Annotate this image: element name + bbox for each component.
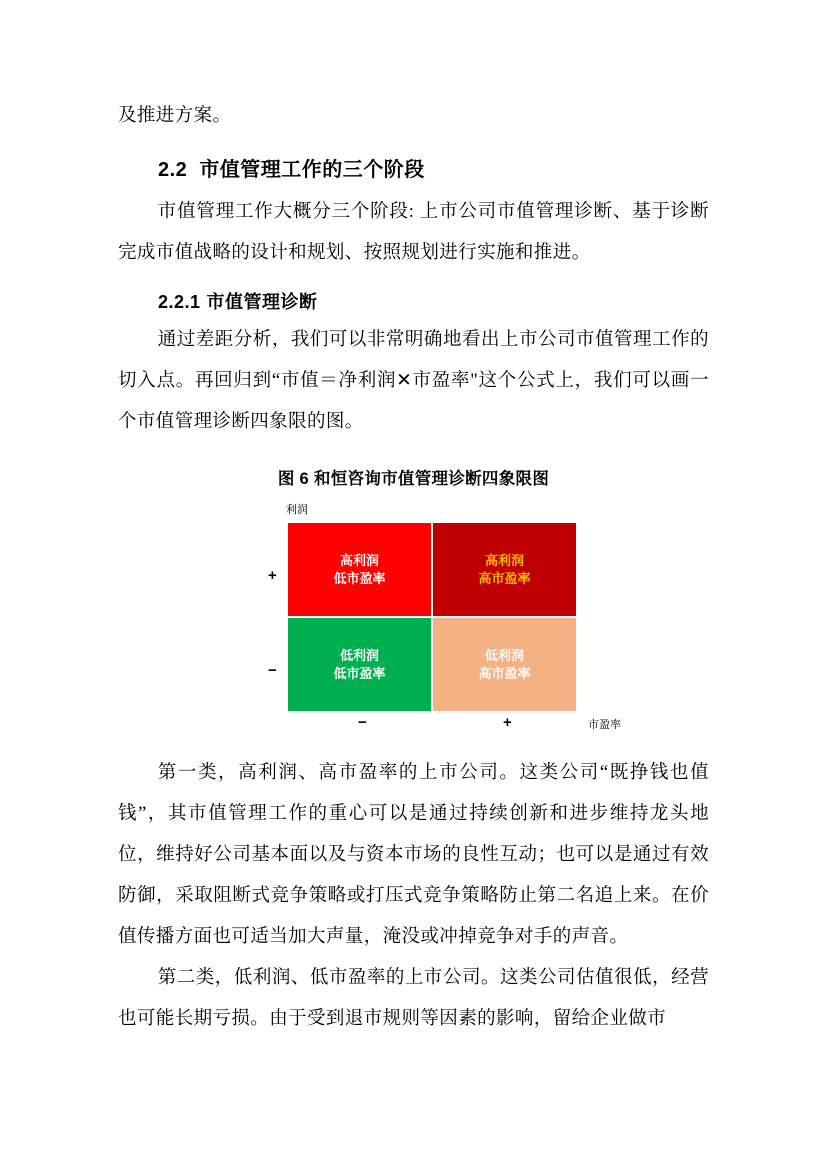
quadrant-line1: 高利润: [484, 552, 524, 568]
lead-paragraph: 及推进方案。: [118, 106, 232, 126]
heading3-number: 2.2.1: [158, 292, 201, 312]
heading2-text: 市值管理工作的三个阶段: [199, 159, 425, 181]
paragraph-2: 通过差距分析，我们可以非常明确地看出上市公司市值管理工作的切入点。再回归到“市值＝净利润✕市盈率"这个公式上，我们可以画一个市值管理诊断四象限的图。: [118, 330, 709, 432]
x-axis-label: 市盈率: [588, 719, 621, 731]
y-axis-label: 利润: [286, 504, 308, 516]
paragraph-3: 第一类，高利润、高市盈率的上市公司。这类公司“既挣钱也值钱”，其市值管理工作的重心可以是通过持续创新和进步维持龙头地位，维持好公司基本面以及与资本市场的良性互动；也可以是通过有效防御，采取阻断式竞争策略或打压式竞争策略防止第二名追上来。在价值传播方面也可适当加大声量，淹没或冲掉竞争对手的声音。: [118, 763, 709, 947]
quadrant-line2: 高市盈率: [478, 570, 531, 586]
quadrant-cell-bottom-left: [287, 617, 432, 712]
x-axis-negative-sign: −: [358, 714, 367, 731]
figure-quadrant-chart: [118, 497, 709, 747]
quadrant-line2: 低市盈率: [333, 665, 386, 681]
x-axis-positive-sign: +: [503, 714, 512, 731]
quadrant-line1: 低利润: [339, 647, 379, 663]
heading3-text: 市值管理诊断: [206, 292, 318, 312]
y-axis-negative-sign: −: [268, 662, 277, 679]
quadrant-cell-bottom-right: [432, 617, 577, 712]
quadrant-line1: 低利润: [484, 647, 524, 663]
paragraph-4: 第二类，低利润、低市盈率的上市公司。这类公司估值很低，经营也可能长期亏损。由于受到退市规则等因素的影响，留给企业做市: [118, 968, 709, 1029]
quadrant-matrix: [286, 521, 578, 713]
heading2-number: 2.2: [158, 159, 188, 181]
section-heading-2-2-1: [118, 288, 709, 314]
section-heading-2-2: [118, 153, 709, 182]
quadrant-line2: 低市盈率: [333, 570, 386, 586]
quadrant-cell-top-left: [287, 522, 432, 617]
paragraph-1: 市值管理工作大概分三个阶段: 上市公司市值管理诊断、基于诊断完成市值战略的设计和规划、按照规划进行实施和推进。: [118, 202, 709, 263]
figure-caption: 图 6 和恒咨询市值管理诊断四象限图: [277, 470, 550, 488]
quadrant-line2: 高市盈率: [478, 665, 531, 681]
quadrant-cell-top-right: [432, 522, 577, 617]
y-axis-positive-sign: +: [268, 567, 277, 584]
quadrant-line1: 高利润: [339, 552, 379, 568]
